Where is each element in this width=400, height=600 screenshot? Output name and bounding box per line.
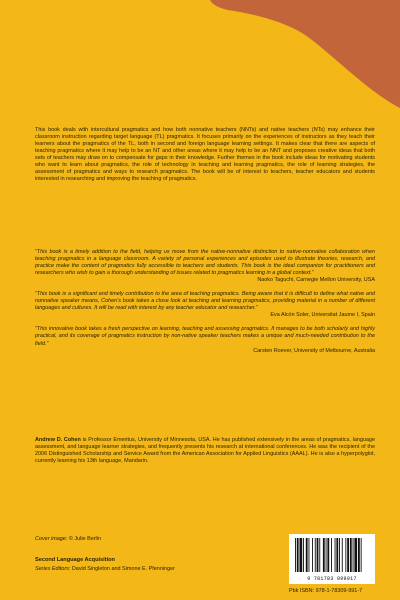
series-title: Second Language Acquisition [35,557,115,563]
series-editors-names: David Singleton and Simone E. Pfenninger [70,566,175,572]
barcode-bar [327,538,329,572]
barcode-bar [317,538,319,572]
decorative-swoosh [0,0,400,130]
endorsement-attribution: Carsten Roever, University of Melbourne, Australia [253,347,375,354]
author-name: Andrew D. Cohen [35,437,81,443]
author-bio-text: is Professor Emeritus, University of Minnesota, USA. He has published extensively in the areas of pragmatics, language assessment, and language learner strategies, and frequently presents his research at international conferences. He was the recipient of the 2006 Distinguished Scholarship and Service Award from the American Association for Applied Linguistics (AAAL). He is also a hyperpolyglot, currently learning his 13th language, Mandarin. [35,437,375,465]
book-description: This book deals with intercultural pragmatics and how both nonnative teachers (NNTs) and native teachers (NTs) may enhance their classroom instruction regarding target language (TL) pragmatics. It focuses primarily on the experiences of instructors as they teach their learners about the pragmatics of the TL, both in second and foreign language learning settings. It makes clear that there are aspects of teaching pragmatics where it may help to be an NT and other areas where it may help to be an NNT and proposes creative ideas that both sets of teachers may draw on to compensate for gaps in their knowledge. Further themes in the book include ideas for motivating students who want to learn about pragmatics, the role of technology in teaching and learning pragmatics, the role of learning strategies, the assessment of pragmatics and ways to research pragmatics. The book will be of interest to teachers, teacher educators and students interested in researching and improving the teaching of pragmatics. [35,127,375,183]
barcode-bar [295,538,296,572]
endorsement-attribution: Eva Alcón Soler, Universitat Jaume I, Spain [270,312,375,319]
barcode-bar [353,538,354,572]
cover-image-credit-text: © Julie Berlin [67,536,101,542]
series-editors [35,566,175,572]
barcode-bar [309,538,310,572]
endorsement-text: “This book is a timely addition to the field, helping us move from the native-nonnative distinction to native-nonnative collaboration when teaching pragmatics in a language classroom. A variety of personal experiences and episodes used to illustrate theories, research, and practice make the content of pragmatics fully accessible to teachers and students. This book is the ideal companion for practitioners and researchers who wish to gain a thorough understanding of issues related to pragmatics learning in a global context.” [35,249,375,277]
endorsement-3 [35,326,375,354]
barcode-bar [345,538,346,572]
cover-image-credit [35,536,101,542]
series-editors-label: Series Editors: [35,566,71,572]
barcode-bar [306,538,308,572]
barcode-bar [350,538,352,572]
barcode-bar [331,538,332,572]
endorsement-1 [35,249,375,284]
barcode-bar [297,538,299,572]
barcode-bar [361,538,362,572]
isbn: Pbk ISBN: 978-1-78309-991-7 [289,588,363,594]
cover-image-label: Cover image: [35,536,68,542]
barcode-bar [347,538,349,572]
endorsement-text: “This book is a significant and timely contribution to the area of teaching pragmatics. Being aware that it is difficult to define what native and nonnative speaker means, Cohen’s book takes a close look at teaching and learning pragmatics, providing material in a number of different languages and cultures. It will be read with interest by any teacher educator and researcher.” [35,291,375,312]
barcode-bar [335,538,336,572]
barcode-bar [315,538,316,572]
barcode-bar [323,538,325,572]
author-bio [35,437,375,465]
barcode-bar [326,538,327,572]
barcode-bar [354,538,357,572]
barcode-bar [336,538,338,572]
barcode-digits: 9 781783 099917 [307,576,357,582]
barcode-bar [312,538,313,572]
barcode-bar [339,538,340,572]
barcode-bar [342,538,343,572]
barcode-bar [319,538,320,572]
endorsements [35,249,375,362]
barcode-bar [300,538,303,572]
barcode [289,534,375,584]
barcode-bar [358,538,360,572]
barcode-bar [303,538,304,572]
endorsement-2 [35,291,375,319]
swoosh-shape [210,0,400,108]
barcode-bars [289,534,375,576]
endorsement-attribution: Naoko Taguchi, Carnegie Mellon University, USA [257,277,375,284]
endorsement-text: “This innovative book takes a fresh perspective on learning, teaching and assessing pragmatics. It manages to be both scholarly and highly practical, and its coverage of pragmatics instruction by non-native speaker teachers makes a unique and much-needed contribution to the field.” [35,326,375,347]
